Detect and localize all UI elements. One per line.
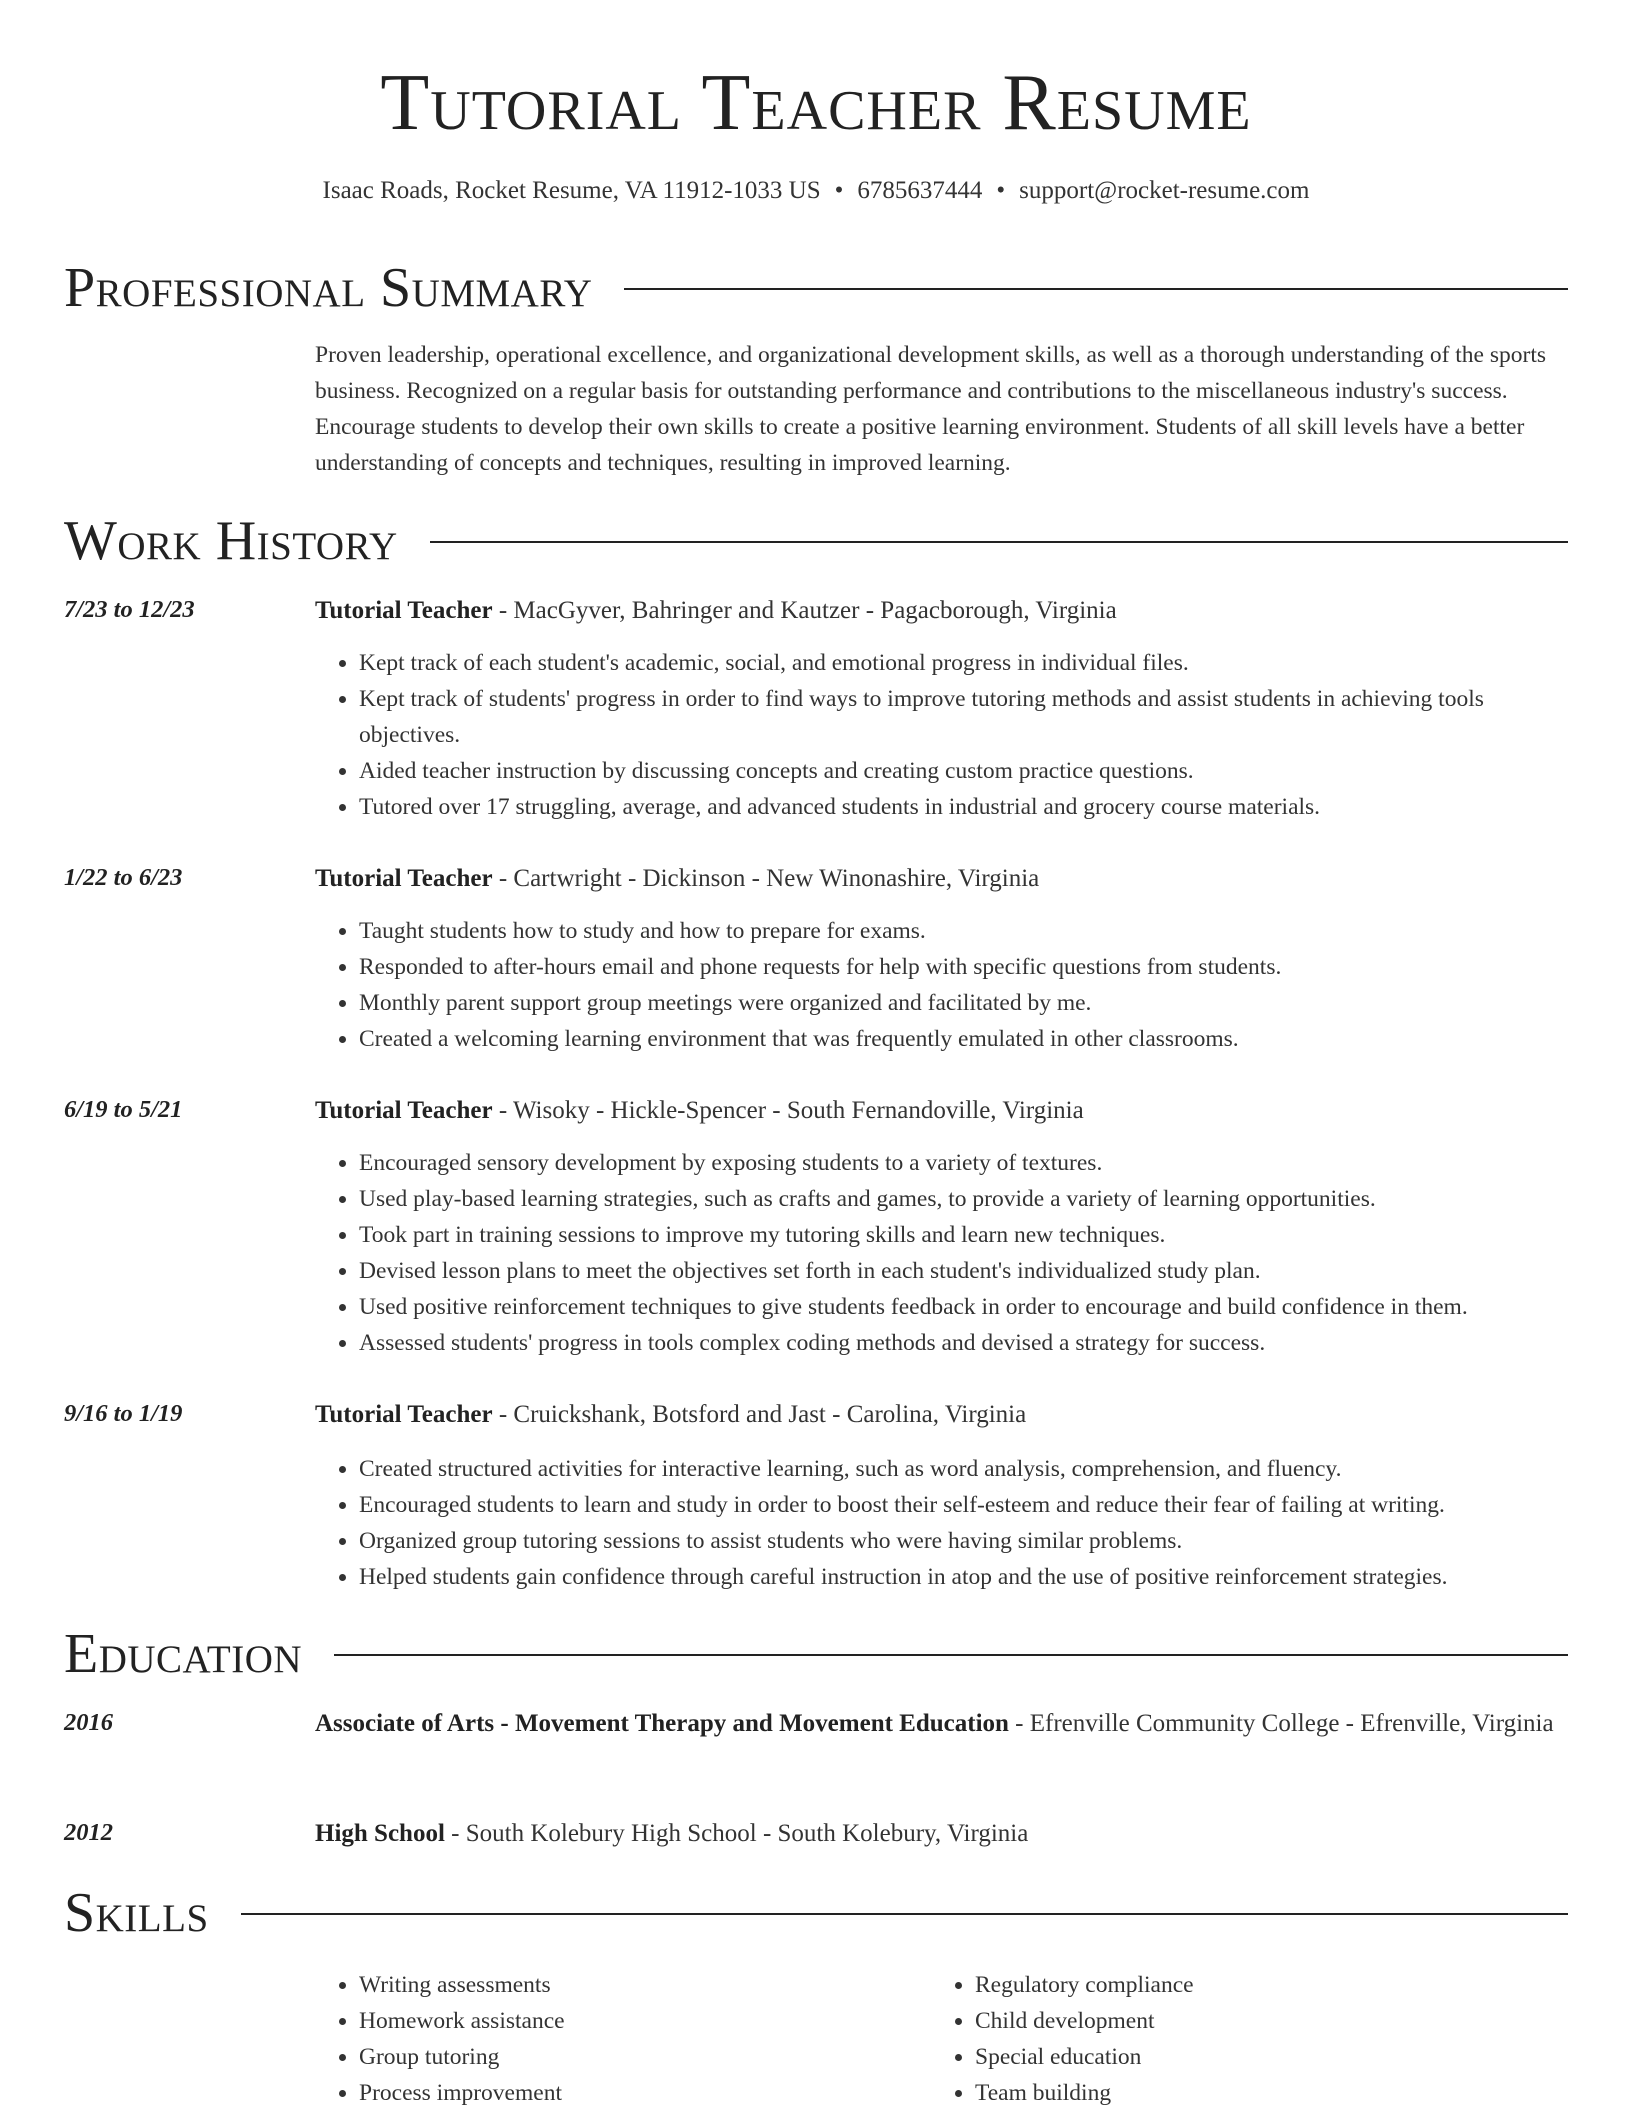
education-school: - South Kolebury High School - South Kolebury, Virginia bbox=[444, 1820, 1029, 1847]
job-bullet: • Responded to after-hours email and phone requests for help with specific questions from students. bbox=[359, 949, 1568, 985]
section-title-summary: Professional Summary bbox=[64, 257, 593, 319]
job-dates: 7/23 to 12/23 bbox=[64, 596, 195, 623]
skill-item: • Team building bbox=[975, 2075, 1575, 2111]
education-year: 2012 bbox=[64, 1819, 113, 1846]
contact-email: support@rocket-resume.com bbox=[1019, 177, 1310, 204]
job-bullet: • Devised lesson plans to meet the objectives set forth in each student's individualized study plan. bbox=[359, 1253, 1568, 1289]
skills-list-right bbox=[931, 1967, 1575, 2111]
section-divider bbox=[241, 1913, 1568, 1915]
skill-item: • Process improvement bbox=[359, 2075, 959, 2111]
job-employer: - Cartwright - Dickinson - New Winonashire, Virginia bbox=[492, 865, 1040, 892]
job-bullet-list bbox=[315, 1145, 1568, 1361]
job-bullet: • Monthly parent support group meetings were organized and facilitated by me. bbox=[359, 985, 1568, 1021]
job-bullet: • Aided teacher instruction by discussing concepts and creating custom practice questions. bbox=[359, 753, 1568, 789]
job-title: Tutorial Teacher bbox=[315, 1401, 493, 1428]
resume-title: Tutorial Teacher Resume bbox=[380, 59, 1252, 147]
job-heading bbox=[315, 860, 1568, 898]
contact-separator: • bbox=[834, 177, 844, 204]
contact-separator: • bbox=[996, 177, 1006, 204]
job-title: Tutorial Teacher bbox=[315, 597, 493, 624]
job-bullet: • Kept track of each student's academic, social, and emotional progress in individual files. bbox=[359, 645, 1568, 681]
contact-phone: 6785637444 bbox=[857, 177, 983, 204]
job-bullet: • Used play-based learning strategies, such as crafts and games, to provide a variety of learning opportunities. bbox=[359, 1181, 1568, 1217]
education-heading bbox=[315, 1815, 1568, 1853]
job-title: Tutorial Teacher bbox=[315, 865, 493, 892]
job-dates: 9/16 to 1/19 bbox=[64, 1400, 183, 1427]
job-employer: - Cruickshank, Botsford and Jast - Carolina, Virginia bbox=[492, 1401, 1027, 1428]
section-header-summary bbox=[64, 253, 1568, 323]
section-header-work-history bbox=[64, 506, 1568, 576]
job-bullet-list bbox=[315, 913, 1568, 1057]
skills-list-left bbox=[315, 1967, 959, 2111]
contact-line bbox=[0, 174, 1632, 208]
job-bullet: • Assessed students' progress in tools complex coding methods and devised a strategy for success. bbox=[359, 1325, 1568, 1361]
section-divider bbox=[624, 288, 1568, 290]
section-divider bbox=[334, 1654, 1568, 1656]
contact-address: Isaac Roads, Rocket Resume, VA 11912-1033 US bbox=[322, 177, 821, 204]
job-bullet: • Encouraged students to learn and study in order to boost their self-esteem and reduce their fear of failing at writing. bbox=[359, 1487, 1568, 1523]
job-bullet: • Helped students gain confidence through careful instruction in atop and the use of positive reinforcement strategies. bbox=[359, 1559, 1568, 1595]
skill-item: • Special education bbox=[975, 2039, 1575, 2075]
education-degree: Associate of Arts - Movement Therapy and Movement Education bbox=[315, 1710, 1009, 1737]
job-bullet: • Organized group tutoring sessions to assist students who were having similar problems. bbox=[359, 1523, 1568, 1559]
job-bullet-list bbox=[315, 645, 1568, 825]
skill-item: • Group tutoring bbox=[359, 2039, 959, 2075]
job-bullet: • Took part in training sessions to improve my tutoring skills and learn new techniques. bbox=[359, 1217, 1568, 1253]
section-divider bbox=[430, 541, 1568, 543]
education-heading bbox=[315, 1705, 1568, 1743]
job-dates: 1/22 to 6/23 bbox=[64, 864, 183, 891]
job-heading bbox=[315, 1092, 1568, 1130]
job-employer: - MacGyver, Bahringer and Kautzer - Pagacborough, Virginia bbox=[492, 597, 1117, 624]
skill-item: • Regulatory compliance bbox=[975, 1967, 1575, 2003]
job-bullet-list bbox=[315, 1451, 1568, 1595]
section-header-skills bbox=[64, 1878, 1568, 1948]
job-bullet: • Encouraged sensory development by exposing students to a variety of textures. bbox=[359, 1145, 1568, 1181]
education-school: - Efrenville Community College - Efrenville, Virginia bbox=[1008, 1710, 1554, 1737]
job-bullet: • Tutored over 17 struggling, average, and advanced students in industrial and grocery course materials. bbox=[359, 789, 1568, 825]
job-bullet: • Taught students how to study and how to prepare for exams. bbox=[359, 913, 1568, 949]
section-header-education bbox=[64, 1619, 1568, 1689]
skill-item: • Homework assistance bbox=[359, 2003, 959, 2039]
skill-item: • Writing assessments bbox=[359, 1967, 959, 2003]
summary-text: Proven leadership, operational excellence, and organizational development skills, as well as a thorough understanding of the sports business. Recognized on a regular basis for outstanding performance and contributions to the miscellaneous industry's success. Encourage students to develop their own skills to create a positive learning environment. Students of all skill levels have a better understanding of concepts and techniques, resulting in improved learning. bbox=[315, 342, 1547, 476]
section-title-skills: Skills bbox=[64, 1882, 209, 1944]
skill-item: • Child development bbox=[975, 2003, 1575, 2039]
job-heading bbox=[315, 1396, 1568, 1434]
job-bullet: • Created structured activities for interactive learning, such as word analysis, comprehension, and fluency. bbox=[359, 1451, 1568, 1487]
job-title: Tutorial Teacher bbox=[315, 1097, 493, 1124]
job-bullet: • Kept track of students' progress in order to find ways to improve tutoring methods and assist students in achieving tools objectives. bbox=[359, 681, 1568, 753]
section-title-work-history: Work History bbox=[64, 510, 398, 572]
job-dates: 6/19 to 5/21 bbox=[64, 1096, 183, 1123]
job-bullet: • Used positive reinforcement techniques to give students feedback in order to encourage and build confidence in them. bbox=[359, 1289, 1568, 1325]
section-title-education: Education bbox=[64, 1623, 303, 1685]
education-year: 2016 bbox=[64, 1709, 113, 1736]
job-heading bbox=[315, 592, 1568, 630]
job-bullet: • Created a welcoming learning environment that was frequently emulated in other classrooms. bbox=[359, 1021, 1568, 1057]
job-employer: - Wisoky - Hickle-Spencer - South Fernandoville, Virginia bbox=[492, 1097, 1084, 1124]
education-degree: High School bbox=[315, 1820, 445, 1847]
